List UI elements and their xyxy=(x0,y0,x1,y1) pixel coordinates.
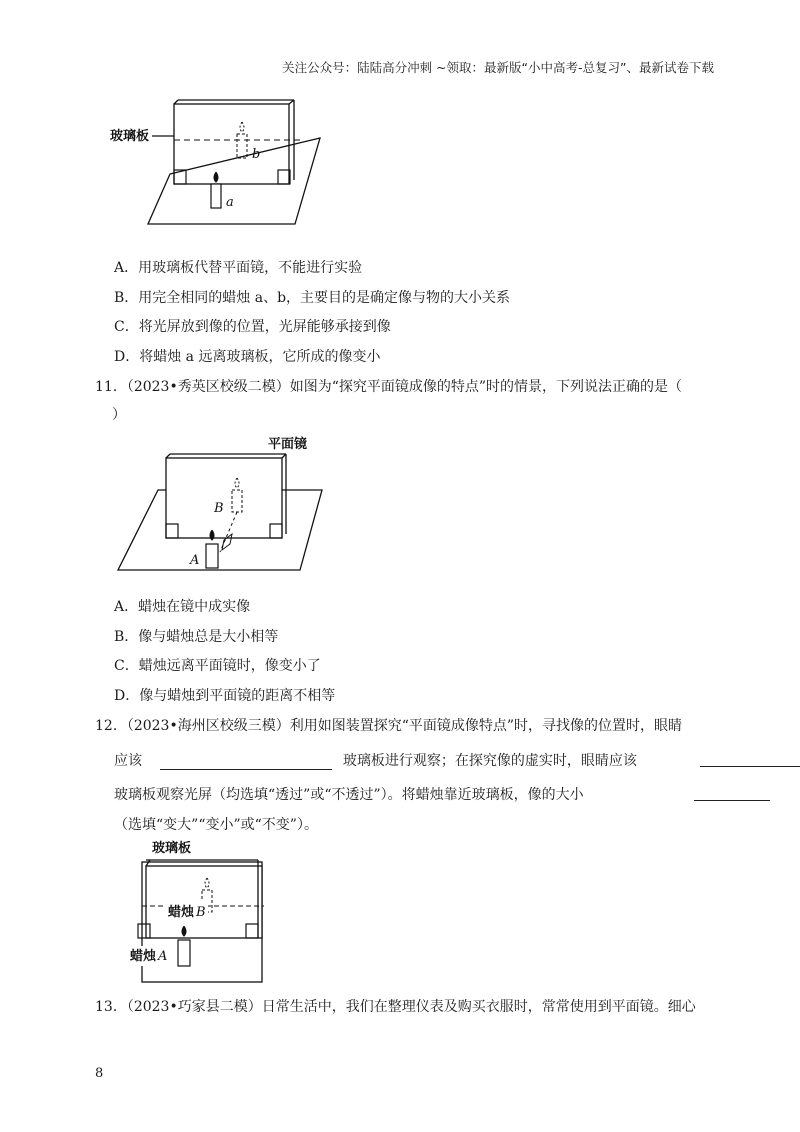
label-B: B xyxy=(214,501,224,516)
q10-option-c: C．将光屏放到像的位置，光屏能够承接到像 xyxy=(114,319,391,335)
glass-plate xyxy=(174,104,289,184)
answer-blank-2[interactable] xyxy=(700,752,800,767)
q11-option-d: D．像与蜡烛到平面镜的距离不相等 xyxy=(114,688,336,704)
label-B: B xyxy=(196,905,206,920)
mirror-label: 平面镜 xyxy=(268,437,308,452)
q12-line-1: 12．（2023•海州区校级三模）利用如图装置探究“平面镜成像特点”时，寻找像的位置时，眼睛 xyxy=(95,718,683,734)
candle-a xyxy=(211,184,221,208)
candle-b-image xyxy=(237,134,247,158)
candle-b-label: 蜡烛 xyxy=(168,905,195,920)
label-a: a xyxy=(226,195,234,210)
answer-blank-1[interactable] xyxy=(160,755,332,770)
glass-plate-label: 玻璃板 xyxy=(152,841,192,856)
q10-option-a: A．用玻璃板代替平面镜，不能进行实验 xyxy=(114,260,363,276)
candle-a-label: 蜡烛 xyxy=(130,949,157,964)
q10-option-b: B．用完全相同的蜡烛 a、b，主要目的是确定像与物的大小关系 xyxy=(114,290,511,306)
q11-stem-end: ） xyxy=(112,407,126,423)
q11-option-a: A．蜡烛在镜中成实像 xyxy=(114,599,251,615)
q11-option-c: C．蜡烛远离平面镜时，像变小了 xyxy=(114,658,321,674)
figure-glass-plate-candles xyxy=(128,836,278,986)
plane-mirror xyxy=(166,458,282,538)
q12-line-2 xyxy=(114,750,637,770)
answer-blank-3[interactable] xyxy=(694,786,770,801)
q11-option-b: B．像与蜡烛总是大小相等 xyxy=(114,629,279,645)
page-header: 关注公众号：陆陆高分冲刺 ~领取：最新版“小中高考-总复习”、最新试卷下载 xyxy=(282,60,714,75)
q12-line-3 xyxy=(114,784,584,804)
label-b: b xyxy=(252,147,261,162)
q13-stem: 13．（2023•巧家县二模）日常生活中，我们在整理仪表及购买衣服时，常常使用到平面镜。细心 xyxy=(95,999,696,1015)
label-A: A xyxy=(158,949,168,964)
q12-line-4: （选填“变大”“变小”或“不变”）。 xyxy=(114,817,318,833)
label-A: A xyxy=(190,553,200,568)
q12-line-3-a: 玻璃板观察光屏（均选填“透过”或“不透过”）。将蜡烛靠近玻璃板，像的大小 xyxy=(114,787,584,803)
q12-line-2-b: 玻璃板进行观察；在探究像的虚实时，眼睛应该 xyxy=(342,753,637,769)
q11-stem: 11．（2023•秀英区校级二模）如图为“探究平面镜成像的特点”时的情景，下列说法正确的是（ xyxy=(95,379,683,395)
page-number: 8 xyxy=(95,1066,104,1081)
q12-line-2-a: 应该 xyxy=(114,753,142,769)
figure-glass-plate-experiment xyxy=(110,96,330,236)
glass-plate-label: 玻璃板 xyxy=(110,129,150,144)
figure-plane-mirror-experiment xyxy=(108,432,348,582)
q10-option-d: D．将蜡烛 a 远离玻璃板，它所成的像变小 xyxy=(114,349,381,365)
